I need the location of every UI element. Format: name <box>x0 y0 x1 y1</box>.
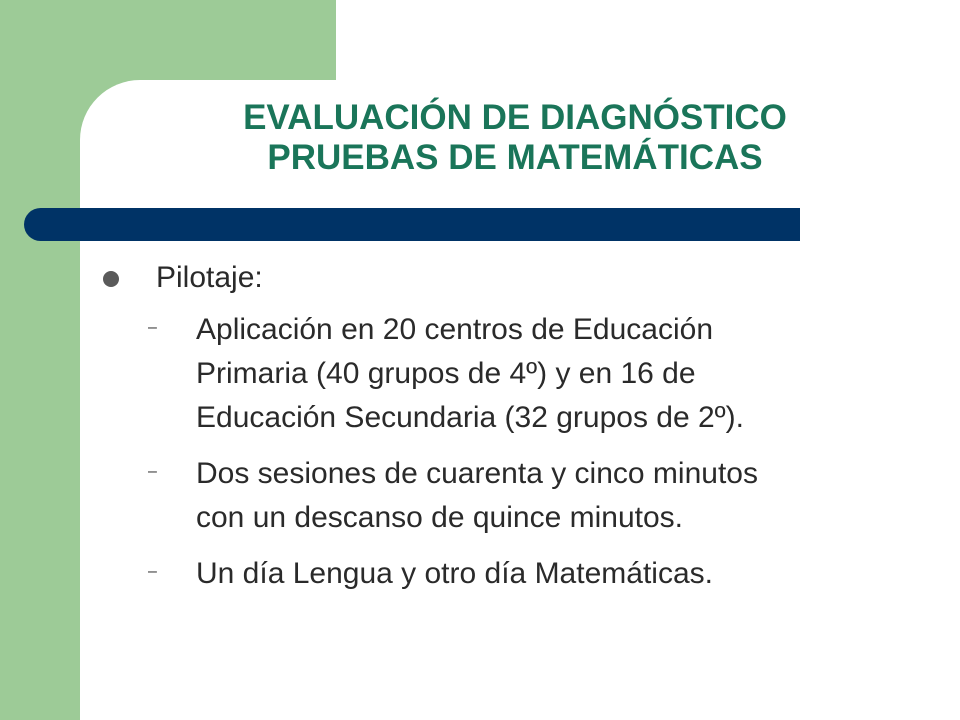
sub-item-line: Un día Lengua y otro día Matemáticas. <box>196 557 713 590</box>
sub-item-text <box>196 452 908 540</box>
bullet-dot-icon <box>103 271 119 287</box>
bullet-label: Pilotaje: <box>156 261 263 294</box>
sub-item-line: Primaria (40 grupos de 4º) y en 16 de <box>196 357 696 390</box>
dash-icon: – <box>148 563 157 580</box>
dash-icon: – <box>148 463 157 480</box>
sub-item-line: Dos sesiones de cuarenta y cinco minutos <box>196 457 758 490</box>
sub-item-line: Aplicación en 20 centros de Educación <box>196 313 714 346</box>
sub-item-line: Educación Secundaria (32 grupos de 2º). <box>196 401 744 434</box>
title-line-1: EVALUACIÓN DE DIAGNÓSTICO <box>243 98 787 137</box>
sub-item-text <box>196 308 908 440</box>
sub-item-line: con un descanso de quince minutos. <box>196 501 683 534</box>
dash-icon: – <box>148 319 157 336</box>
sub-item-text <box>196 552 908 596</box>
title-line-2: PRUEBAS DE MATEMÁTICAS <box>267 138 763 177</box>
